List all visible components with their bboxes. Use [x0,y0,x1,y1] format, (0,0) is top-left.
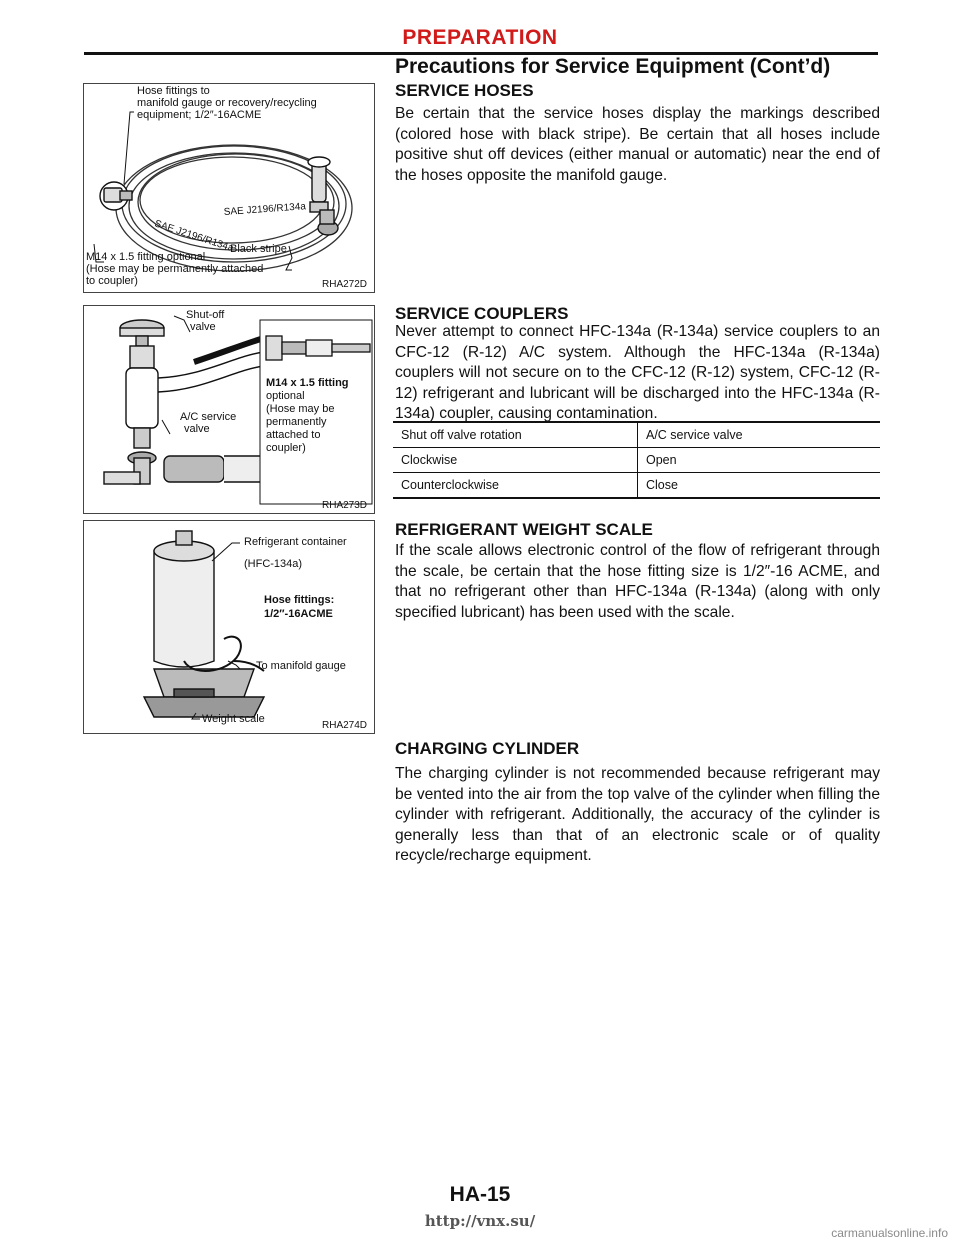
table-cell: Clockwise [393,448,638,473]
hose-illustration [84,84,374,292]
fig3-label-weight-scale: Weight scale [202,713,265,725]
heading-charging-cylinder: CHARGING CYLINDER [395,739,580,758]
coupler-illustration [84,306,374,513]
fig2-label-attached: attached to [266,429,321,441]
table-cell: Close [638,473,881,499]
body-service-couplers: Never attempt to connect HFC-134a (R-134a) service couplers to an CFC-12 (R-12) A/C system. Although the HFC-134a (R-134a) couplers will not secure on to the CFC-12 (R-12) system, CFC-12 (R-12) refrigerant and lubricant will be discharged into the HFC-134a (R-134a) coupler, causing contamination. [395,323,880,423]
fig1-hose-marking-1: SAE J2196/R134a [223,201,307,218]
fig2-label-optional: optional [266,390,305,402]
footer-link[interactable]: http://vnx.su/ [424,1212,536,1230]
fig1-label-2: manifold gauge or recovery/recycling [137,97,317,109]
fig2-label-coupler: coupler) [266,442,306,454]
table-cell: Open [638,448,881,473]
page-subtitle: Precautions for Service Equipment (Cont’d) [395,55,831,78]
figure-weight-scale [83,520,375,734]
table-row [393,448,880,473]
fig2-label-hose-may: (Hose may be [266,403,335,415]
scale-illustration [84,521,374,733]
fig3-label-acme: 1/2″-16ACME [264,608,333,620]
table-header-service-valve: A/C service valve [638,422,881,448]
body-charging-cylinder: The charging cylinder is not recommended because refrigerant may be vented into the air from the top valve of the cylinder when filling the cylinder with refrigerant. Additionally, the accuracy of the cylinder is generally less than that of an electronic scale or of quality recycle/recharge equipment. [395,765,880,865]
fig3-label-hfc: (HFC-134a) [244,558,303,570]
fig1-label-4: M14 x 1.5 fitting optional [86,251,206,263]
heading-service-couplers: SERVICE COUPLERS [395,304,569,323]
fig2-label-m14: M14 x 1.5 fitting [266,377,349,389]
heading-service-hoses: SERVICE HOSES [395,81,534,100]
fig2-label-shutoff: Shut-off [186,309,225,321]
fig1-label-black-stripe: Black stripe [230,243,287,255]
fig1-label-3: equipment; 1/2″-16ACME [137,109,262,121]
fig1-label-6: to coupler) [86,275,138,287]
fig1-label-1: Hose fittings to [137,85,210,97]
table-row [393,473,880,499]
body-weight-scale: If the scale allows electronic control of the flow of refrigerant through the scale, be certain that the hose fitting size is 1/2″-16 ACME, and that no refrigerant other than HFC-134a (R-134a) (along with only specified lubricant) has been used with the scale. [395,542,880,621]
valve-table [393,421,880,499]
heading-weight-scale: REFRIGERANT WEIGHT SCALE [395,520,653,539]
page-number: HA-15 [449,1183,511,1206]
figure-service-hoses [83,83,375,293]
figure-service-couplers [83,305,375,514]
watermark: carmanualsonline.info [831,1226,948,1240]
fig3-label-container: Refrigerant container [244,536,347,548]
table-cell: Counterclockwise [393,473,638,499]
fig3-code: RHA274D [322,720,368,731]
fig1-code: RHA272D [322,279,368,290]
fig3-label-manifold: To manifold gauge [256,660,346,672]
fig2-label-valve-2: valve [184,423,210,435]
fig2-code: RHA273D [322,500,368,511]
fig1-label-5: (Hose may be permanently attached [86,263,264,275]
fig1-hose-marking-2: SAE J2196/R134a [153,218,235,255]
fig2-label-valve: valve [190,321,216,333]
fig2-label-acservice: A/C service [180,411,237,423]
fig3-label-hose-fittings: Hose fittings: [264,594,335,606]
body-service-hoses: Be certain that the service hoses display the markings described (colored hose with black stripe). Be certain that all hoses include positive shut off devices (either manual or automatic) near the end of the hoses opposite the manifold gauge. [395,105,880,184]
table-header-rotation: Shut off valve rotation [393,422,638,448]
section-title: PREPARATION [402,26,558,49]
fig2-label-permanently: permanently [266,416,327,428]
